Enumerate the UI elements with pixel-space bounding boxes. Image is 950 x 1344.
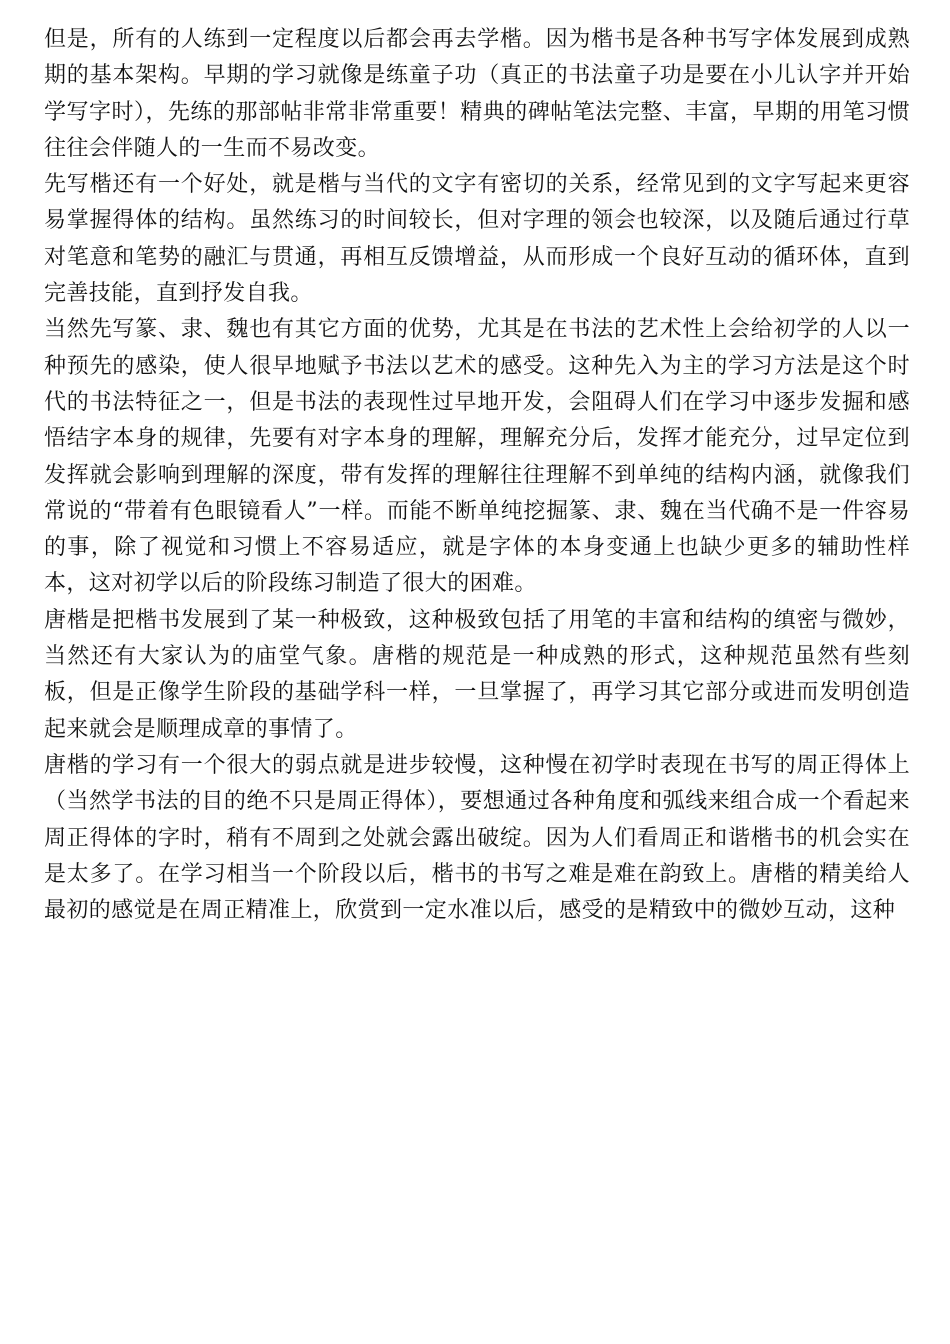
paragraph-4: 唐楷是把楷书发展到了某一种极致，这种极致包括了用笔的丰富和结构的缜密与微妙，当然还有大家认为的庙堂气象。唐楷的规范是一种成熟的形式，这种规范虽然有些刻板，但是正像学生阶段的基础学科一样，一旦掌握了，再学习其它部分或进而发明创造起来就会是顺理成章的事情了。 <box>44 607 910 742</box>
paragraph-2: 先写楷还有一个好处，就是楷与当代的文字有密切的关系，经常见到的文字写起来更容易掌握得体的结构。虽然练习的时间较长，但对字理的领会也较深，以及随后通过行草对笔意和笔势的融汇与贯通，再相互反馈增益，从而形成一个良好互动的循环体，直到完善技能，直到抒发自我。 <box>44 172 910 307</box>
paragraph-1: 但是，所有的人练到一定程度以后都会再去学楷。因为楷书是各种书写字体发展到成熟期的基本架构。早期的学习就像是练童子功（真正的书法童子功是要在小儿认字并开始学写字时），先练的那部帖非常非常重要！精典的碑帖笔法完整、丰富，早期的用笔习惯往往会伴随人的一生而不易改变。 <box>44 27 910 161</box>
paragraph-5: 唐楷的学习有一个很大的弱点就是进步较慢，这种慢在初学时表现在书写的周正得体上（当然学书法的目的绝不只是周正得体），要想通过各种角度和弧线来组合成一个看起来周正得体的字时，稍有不周到之处就会露出破绽。因为人们看周正和谐楷书的机会实在是太多了。在学习相当一个阶段以后，楷书的书写之难是难在韵致上。唐楷的精美给人最初的感觉是在周正精准上，欣赏到一定水准以后，感受的是精致中的微妙互动，这种 <box>44 752 910 924</box>
document-page <box>44 22 910 929</box>
paragraph-3: 当然先写篆、隶、魏也有其它方面的优势，尤其是在书法的艺术性上会给初学的人以一种预先的感染，使人很早地赋予书法以艺术的感受。这种先入为主的学习方法是这个时代的书法特征之一，但是书法的表现性过早地开发，会阻碍人们在学习中逐步发掘和感悟结字本身的规律，先要有对字本身的理解，理解充分后，发挥才能充分，过早定位到发挥就会影响到理解的深度，带有发挥的理解往往理解不到单纯的结构内涵，就像我们常说的“带着有色眼镜看人”一样。而能不断单纯挖掘篆、隶、魏在当代确不是一件容易的事，除了视觉和习惯上不容易适应，就是字体的本身变通上也缺少更多的辅助性样本，这对初学以后的阶段练习制造了很大的困难。 <box>44 317 910 597</box>
